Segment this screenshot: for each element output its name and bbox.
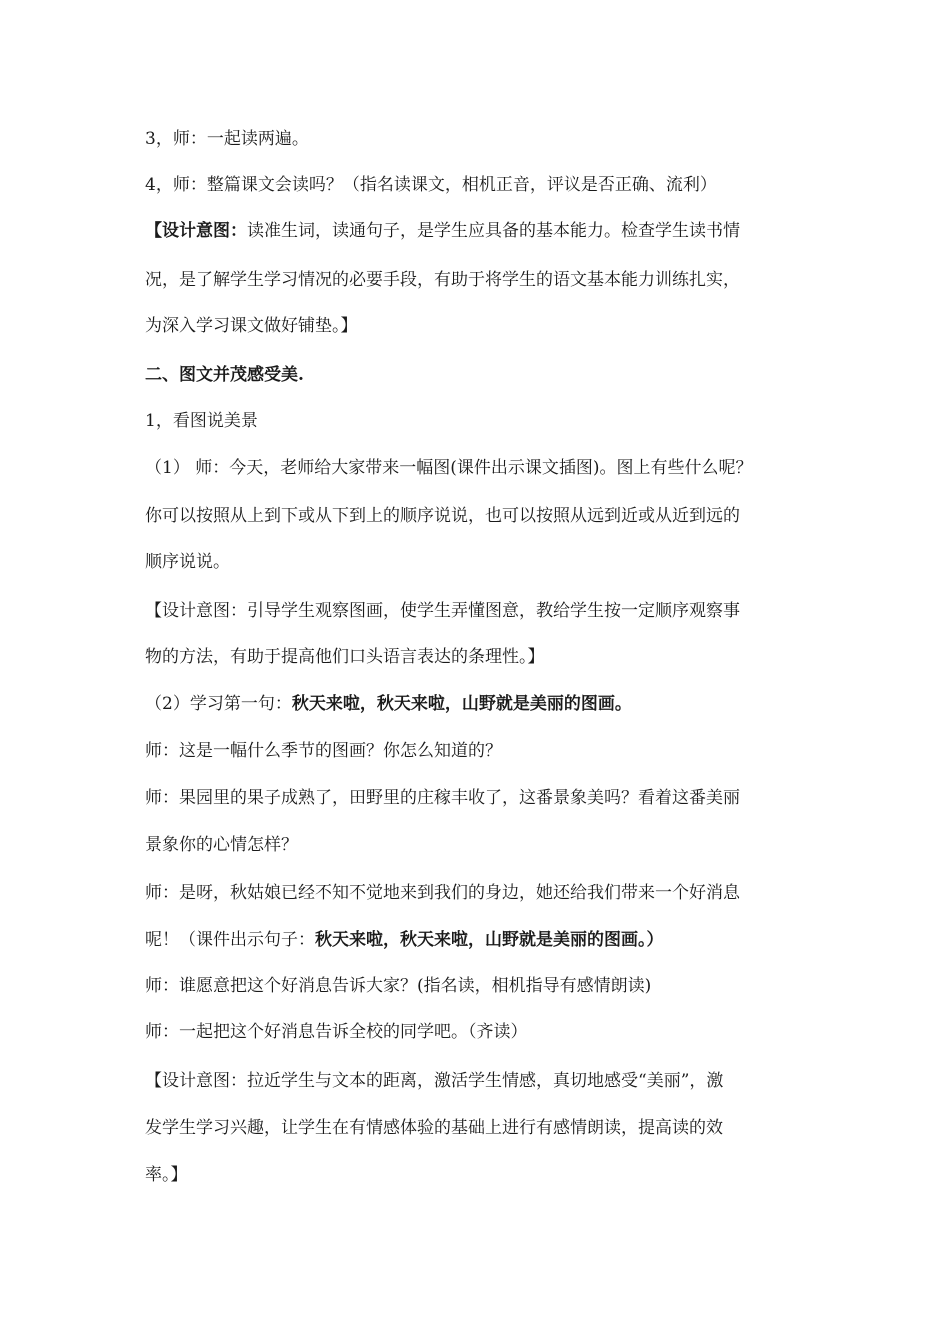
text-run: 1，看图说美景 — [145, 411, 258, 431]
paragraph-line — [145, 786, 740, 810]
paragraph-line — [145, 974, 651, 998]
paragraph-line — [145, 881, 740, 905]
text-run: 师：这是一幅什么季节的图画？你怎么知道的？ — [145, 741, 502, 761]
section-heading — [145, 363, 304, 387]
quote-line — [145, 692, 632, 716]
highlighted-sentence: 秋天来啦，秋天来啦，山野就是美丽的图画。 — [291, 694, 632, 714]
paragraph-line — [145, 1116, 723, 1140]
paragraph-line — [145, 550, 230, 574]
design-intent-line — [145, 1069, 723, 1093]
paragraph-line — [145, 833, 298, 857]
step-4-line — [145, 173, 717, 197]
subheading-line — [145, 409, 258, 433]
paragraph-line — [145, 314, 358, 338]
text-run: 师：谁愿意把这个好消息告诉大家？(指名读，相机指导有感情朗读) — [145, 976, 652, 996]
quote-line — [145, 928, 664, 952]
text-run: 你可以按照从上到下或从下到上的顺序说说，也可以按照从远到近或从近到远的 — [145, 506, 740, 526]
text-run: 师：是呀，秋姑娘已经不知不觉地来到我们的身边，她还给我们带来一个好消息 — [145, 883, 740, 903]
highlighted-sentence: 秋天来啦，秋天来啦，山野就是美丽的图画。） — [315, 930, 664, 950]
design-intent-label: 【设计意图： — [145, 221, 247, 241]
text-run: 况，是了解学生学习情况的必要手段，有助于将学生的语文基本能力训练扎实， — [145, 270, 740, 290]
text-run: 率。】 — [145, 1165, 188, 1185]
text-run: 呢！（课件出示句子： — [145, 930, 315, 950]
text-run: 【设计意图：引导学生观察图画，使学生弄懂图意，教给学生按一定顺序观察事 — [145, 601, 740, 621]
text-run: （1） 师：今天，老师给大家带来一幅图(课件出示课文插图)。图上有些什么呢？ — [145, 458, 753, 478]
text-run: 师：一起把这个好消息告诉全校的同学吧。（齐读） — [145, 1022, 528, 1042]
paragraph-line — [145, 1163, 188, 1187]
text-run: 景象你的心情怎样？ — [145, 835, 298, 855]
text-run: 为深入学习课文做好铺垫。】 — [145, 316, 358, 336]
text-run: 4，师：整篇课文会读吗？（指名读课文，相机正音，评议是否正确、流利） — [145, 175, 717, 195]
paragraph-line — [145, 456, 752, 480]
section-title: 二、图文并茂感受美. — [145, 365, 304, 385]
text-run: 发学生学习兴趣，让学生在有情感体验的基础上进行有感情朗读，提高读的效 — [145, 1118, 723, 1138]
text-run: 3，师：一起读两遍。 — [145, 129, 309, 149]
text-run: 师：果园里的果子成熟了，田野里的庄稼丰收了，这番景象美吗？看着这番美丽 — [145, 788, 740, 808]
text-run: 物的方法，有助于提高他们口头语言表达的条理性。】 — [145, 647, 545, 667]
text-run: 顺序说说。 — [145, 552, 230, 572]
text-run: 读准生词，读通句子，是学生应具备的基本能力。检查学生读书情 — [247, 221, 740, 241]
text-run: 【设计意图：拉近学生与文本的距离，激活学生情感，真切地感受“美丽”，激 — [145, 1071, 724, 1091]
paragraph-line — [145, 268, 740, 292]
paragraph-line — [145, 1020, 528, 1044]
text-run: （2）学习第一句： — [145, 694, 292, 714]
design-intent-line — [145, 219, 740, 243]
design-intent-line — [145, 599, 740, 623]
step-3-line — [145, 127, 309, 151]
paragraph-line — [145, 645, 545, 669]
paragraph-line — [145, 504, 740, 528]
paragraph-line — [145, 739, 502, 763]
